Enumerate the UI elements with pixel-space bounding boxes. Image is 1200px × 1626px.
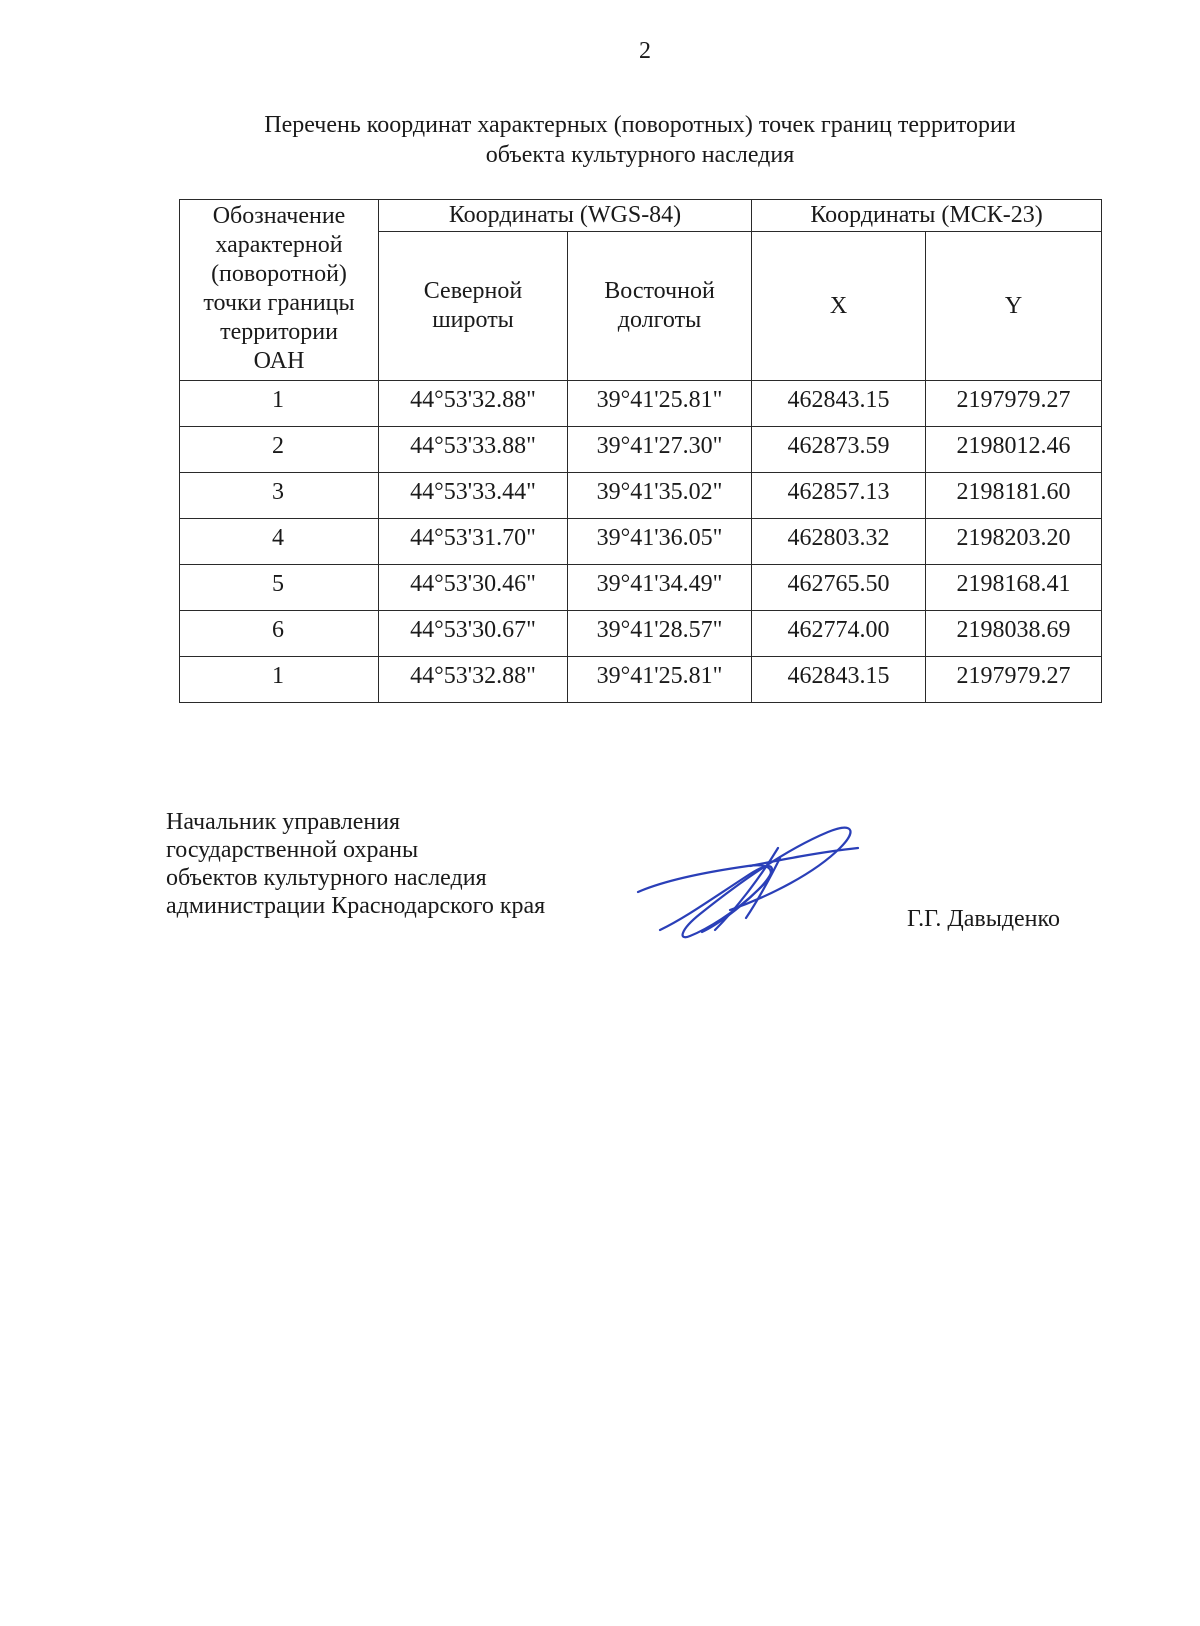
header-longitude-line: Восточной bbox=[604, 278, 715, 304]
header-point-line: характерной bbox=[215, 232, 343, 258]
cell-latitude: 44°53'31.70" bbox=[379, 519, 568, 565]
page-number: 2 bbox=[639, 38, 651, 64]
header-longitude bbox=[568, 232, 752, 381]
signer-position-line: государственной охраны bbox=[166, 837, 419, 863]
cell-x: 462843.15 bbox=[752, 381, 926, 427]
header-wgs84-group: Координаты (WGS-84) bbox=[379, 200, 752, 232]
signer-position-line: объектов культурного наследия bbox=[166, 865, 487, 891]
cell-x: 462774.00 bbox=[752, 611, 926, 657]
cell-y: 2197979.27 bbox=[926, 381, 1102, 427]
header-msk23-group: Координаты (МСК-23) bbox=[752, 200, 1102, 232]
header-x: X bbox=[752, 232, 926, 381]
signer-position-line: Начальник управления bbox=[166, 809, 401, 835]
cell-y: 2198012.46 bbox=[926, 427, 1102, 473]
header-point-line: точки границы bbox=[203, 290, 355, 316]
table-row bbox=[180, 565, 1102, 611]
signer-name: Г.Г. Давыденко bbox=[907, 906, 1060, 932]
cell-longitude: 39°41'25.81" bbox=[568, 657, 752, 703]
cell-longitude: 39°41'27.30" bbox=[568, 427, 752, 473]
table-row bbox=[180, 657, 1102, 703]
header-point-line: Обозначение bbox=[212, 203, 346, 229]
table-row bbox=[180, 611, 1102, 657]
cell-y: 2197979.27 bbox=[926, 657, 1102, 703]
table-row bbox=[180, 473, 1102, 519]
table-row bbox=[180, 427, 1102, 473]
cell-longitude: 39°41'34.49" bbox=[568, 565, 752, 611]
header-latitude-line: широты bbox=[432, 307, 514, 333]
cell-x: 462765.50 bbox=[752, 565, 926, 611]
cell-point: 3 bbox=[180, 473, 379, 519]
cell-y: 2198168.41 bbox=[926, 565, 1102, 611]
cell-latitude: 44°53'33.44" bbox=[379, 473, 568, 519]
cell-longitude: 39°41'28.57" bbox=[568, 611, 752, 657]
cell-latitude: 44°53'30.46" bbox=[379, 565, 568, 611]
cell-x: 462857.13 bbox=[752, 473, 926, 519]
header-latitude bbox=[379, 232, 568, 381]
cell-latitude: 44°53'32.88" bbox=[379, 657, 568, 703]
cell-y: 2198038.69 bbox=[926, 611, 1102, 657]
cell-latitude: 44°53'30.67" bbox=[379, 611, 568, 657]
signature-stroke bbox=[638, 828, 850, 938]
cell-x: 462873.59 bbox=[752, 427, 926, 473]
signature-stroke bbox=[750, 848, 858, 866]
cell-longitude: 39°41'25.81" bbox=[568, 381, 752, 427]
cell-point: 6 bbox=[180, 611, 379, 657]
cell-point: 1 bbox=[180, 657, 379, 703]
cell-longitude: 39°41'36.05" bbox=[568, 519, 752, 565]
signer-position bbox=[166, 808, 545, 920]
cell-x: 462803.32 bbox=[752, 519, 926, 565]
coordinates-table bbox=[179, 199, 1102, 703]
cell-x: 462843.15 bbox=[752, 657, 926, 703]
header-point-line: ОАН bbox=[253, 348, 305, 374]
header-y: Y bbox=[926, 232, 1102, 381]
header-point-designation bbox=[180, 200, 379, 381]
cell-y: 2198181.60 bbox=[926, 473, 1102, 519]
cell-point: 2 bbox=[180, 427, 379, 473]
cell-point: 4 bbox=[180, 519, 379, 565]
handwritten-signature bbox=[630, 818, 880, 958]
cell-y: 2198203.20 bbox=[926, 519, 1102, 565]
cell-latitude: 44°53'32.88" bbox=[379, 381, 568, 427]
cell-point: 1 bbox=[180, 381, 379, 427]
cell-point: 5 bbox=[180, 565, 379, 611]
cell-latitude: 44°53'33.88" bbox=[379, 427, 568, 473]
document-title-line-2: объекта культурного наследия bbox=[485, 142, 795, 168]
header-latitude-line: Северной bbox=[423, 278, 523, 304]
document-title-line-1: Перечень координат характерных (поворотных) точек границ территории bbox=[264, 112, 1016, 138]
header-point-line: (поворотной) bbox=[211, 261, 347, 287]
document-title bbox=[170, 110, 1110, 170]
header-point-line: территории bbox=[220, 319, 338, 345]
table-row bbox=[180, 381, 1102, 427]
signer-position-line: администрации Краснодарского края bbox=[166, 893, 546, 919]
cell-longitude: 39°41'35.02" bbox=[568, 473, 752, 519]
header-longitude-line: долготы bbox=[617, 307, 702, 333]
table-row bbox=[180, 519, 1102, 565]
